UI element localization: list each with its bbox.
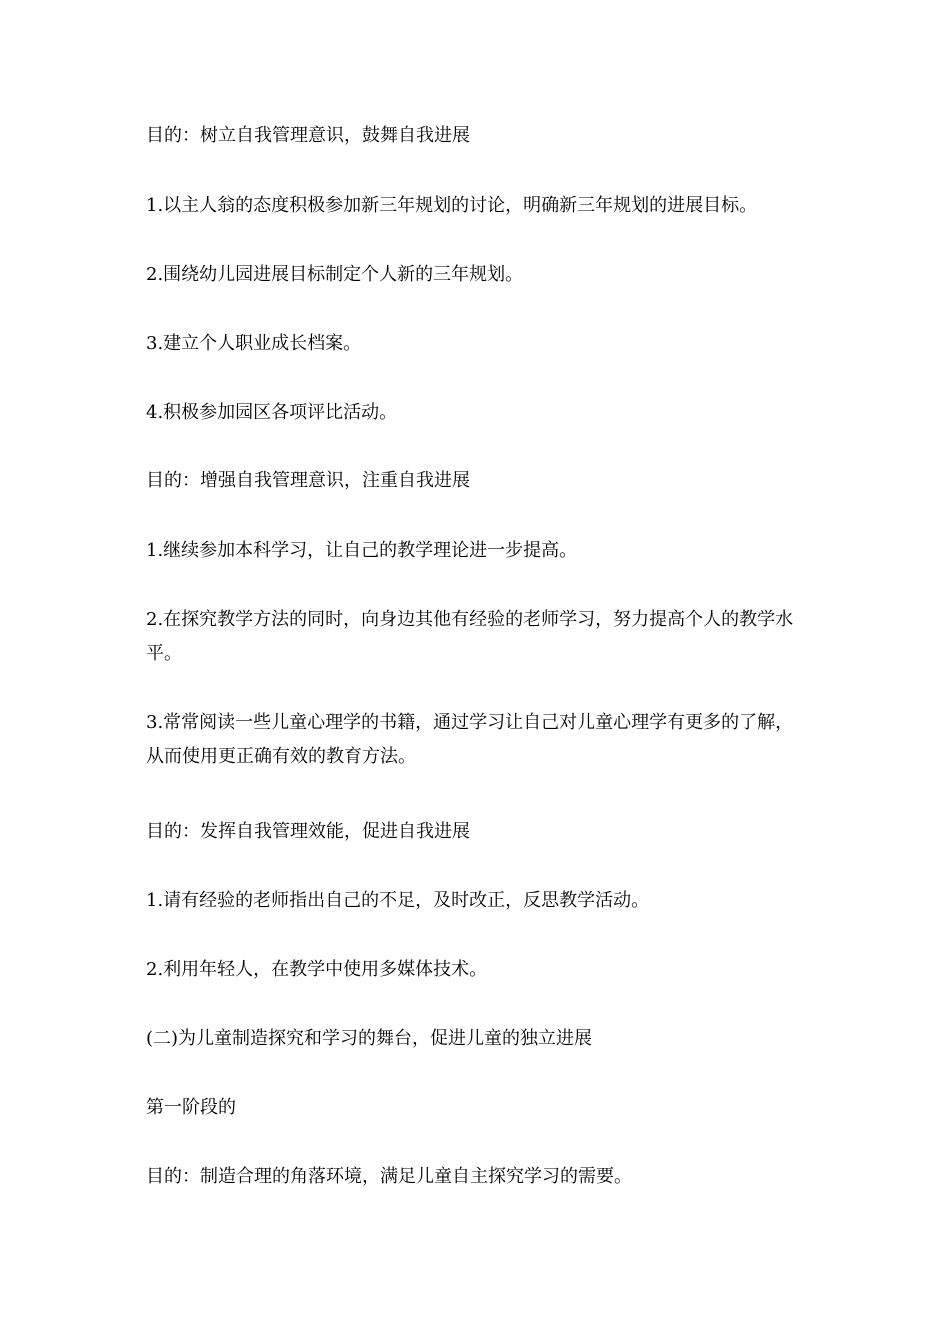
list-item: 3.建立个人职业成长档案。 bbox=[146, 333, 362, 354]
goal-heading-1: 目的：树立自我管理意识，鼓舞自我进展 bbox=[146, 125, 470, 146]
list-item: 1.继续参加本科学习，让自己的教学理论进一步提高。 bbox=[146, 540, 578, 561]
list-item: 2.围绕幼儿园进展目标制定个人新的三年规划。 bbox=[146, 264, 524, 285]
goal-heading-2: 目的：增强自我管理意识，注重自我进展 bbox=[146, 470, 470, 491]
goal-heading-3: 目的：发挥自我管理效能，促进自我进展 bbox=[146, 821, 470, 842]
list-item: 2.利用年轻人，在教学中使用多媒体技术。 bbox=[146, 959, 488, 980]
stage-heading: 第一阶段的 bbox=[146, 1097, 236, 1118]
list-item: 1.请有经验的老师指出自己的不足，及时改正，反思教学活动。 bbox=[146, 890, 650, 911]
list-item: 1.以主人翁的态度积极参加新三年规划的讨论，明确新三年规划的进展目标。 bbox=[146, 195, 758, 216]
goal-heading-4: 目的：制造合理的角落环境，满足儿童自主探究学习的需要。 bbox=[146, 1166, 632, 1187]
list-item: 4.积极参加园区各项评比活动。 bbox=[146, 402, 398, 423]
list-item: 2.在探究教学方法的同时，向身边其他有经验的老师学习，努力提高个人的教学水平。 bbox=[146, 609, 794, 664]
list-item: 3.常常阅读一些儿童心理学的书籍，通过学习让自己对儿童心理学有更多的了解，从而使用更正确有效的教育方法。 bbox=[146, 712, 794, 767]
section-heading: (二)为儿童制造探究和学习的舞台，促进儿童的独立进展 bbox=[146, 1028, 593, 1049]
